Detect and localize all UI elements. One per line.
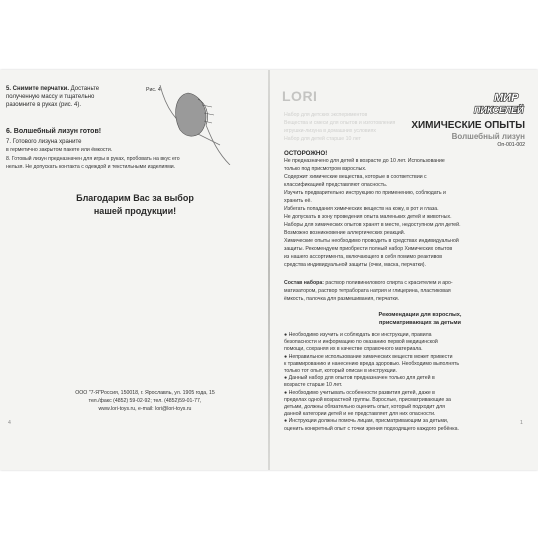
thanks-line-1: нашей продукции! xyxy=(93,206,177,216)
faint-line-3: Набор для детей старше 10 лет xyxy=(284,136,361,142)
rec-title-line-0: Рекомендации для взрослых, xyxy=(378,312,462,318)
rec-list-line: ● Необходимо изучить и соблюдать все инструкции, правила xyxy=(284,332,432,338)
step7-line-0: 7. Готового лизуна храните xyxy=(6,139,82,145)
rec-list-line: пределах одной возрастной группы. Взрослые, присматривающие за xyxy=(284,396,451,403)
composition xyxy=(284,280,453,286)
faint-line-2: игрушки-лизуна в домашних условиях xyxy=(284,128,376,134)
caution-list-line: средства индивидуальной защиты (очки, маска, перчатки). xyxy=(284,262,426,268)
caution-list-line: Не предназначено для детей в возрасте до 10 лет. Использование xyxy=(284,158,445,164)
rec-list-line: безопасности и информацию по оказанию первой медицинской xyxy=(284,339,438,346)
step7-line-1: в герметично закрытом пакете или ёмкости. xyxy=(6,147,113,153)
rec-list-line: к травмированию и нанесению вреда здоровью. Необходимо выполнять xyxy=(284,360,460,367)
rec-list-line: детьми, должны обязательно оценить опыт, который подходит для xyxy=(284,404,445,410)
caution-list-line: только под присмотром взрослых. xyxy=(284,166,367,172)
address-line-1: тел./факс (4852) 59-02-92; тел. (4852)59-01-77, xyxy=(88,398,202,404)
address-line-2: www.lori-toys.ru, e-mail: lori@lori-toys.ru xyxy=(98,406,192,412)
caution-list-line: Не допускать в зону проведения опыта маленьких детей и животных. xyxy=(284,214,452,220)
step6-title: 6. Волшебный лизун готов! xyxy=(6,128,102,135)
caution-list-line: классификацией представляют опасность. xyxy=(284,182,388,188)
composition-title: Состав набора: xyxy=(284,280,324,286)
caution-list-line: Химические опыты необходимо проводить в средствах индивидуальной xyxy=(284,238,459,244)
product-subtitle: Волшебный лизун xyxy=(451,132,525,141)
product-title: ХИМИЧЕСКИЕ ОПЫТЫ xyxy=(411,120,525,131)
caution-list-line: Избегать попадания химических веществ на кожу, в рот и глаза. xyxy=(284,206,439,212)
center-fold xyxy=(268,70,270,470)
rec-title-line-1: присматривающих за детьми xyxy=(379,320,461,326)
right-page-number: 1 xyxy=(520,420,523,426)
composition-line-0: раствор поливинилового спирта с красителем и аро- xyxy=(325,280,453,286)
hand-with-slime-illustration xyxy=(140,85,240,165)
step5-line-1: полученную массу и тщательно xyxy=(6,94,95,100)
step5-title: 5. Снимите перчатки. xyxy=(6,86,69,92)
rec-list-line: ● Неправильное использование химических веществ может привести xyxy=(284,353,453,360)
rec-list-line: помощи, сохраняя их в качестве справочного материала. xyxy=(284,346,423,353)
caution-list-line: Возможно возникновение аллергических реакций. xyxy=(284,230,406,236)
composition-line-1: матизатором, раствор тетрабората натрия и глицерина, пластиковая xyxy=(284,288,451,294)
step8-line-1: нельзя. Не допускать контакта с одеждой и текстильными изделиями. xyxy=(6,164,176,170)
mir-pikseley-logo xyxy=(472,90,532,116)
caution-list-line: хранить её. xyxy=(284,198,312,204)
brand-logo: LORI xyxy=(282,88,318,104)
caution-list-line: из нашего ассортимента, включающего в себя помимо реактивов xyxy=(284,254,443,260)
caution-list-line: Наборы для химических опытов хранят в месте, недоступном для детей. xyxy=(284,222,461,228)
logo-bottom-text: ПИКСЕЛЕЙ xyxy=(474,105,524,115)
rec-list-line: ● Инструкции должны помочь лицам, присматривающим за детьми, xyxy=(284,418,449,425)
caution-list-line: защиты. Рекомендуем приобрести полный набор Химических опытов xyxy=(284,246,453,252)
caution-list-line: Содержит химические вещества, которые в соответствии с xyxy=(284,174,427,180)
caution-title: ОСТОРОЖНО! xyxy=(284,150,328,157)
product-code: Оп-001-002 xyxy=(497,142,525,148)
step5-line-0: Достаньте xyxy=(70,86,100,92)
rec-list-line: ● Данный набор для опытов предназначен только для детей в xyxy=(284,375,435,382)
logo-top-text: МИР xyxy=(494,92,519,104)
step8-line-0: 8. Готовый лизун предназначен для игры в руках, пробовать на вкус его xyxy=(6,156,180,162)
rec-list-line: данной категории детей и не представляет для них опасности. xyxy=(284,411,436,418)
figure-label: Рис. 4 xyxy=(146,87,161,93)
thanks-line-0: Благодарим Вас за выбор xyxy=(76,193,194,203)
address-line-0: ООО "7-Я"Россия, 150018, г. Ярославль, ул. 1905 года, 15 xyxy=(75,390,215,396)
faint-line-0: Набор для детских экспериментов xyxy=(284,112,368,118)
rec-list-line: ● Необходимо учитывать особенности развития детей, даже в xyxy=(284,389,435,396)
step5-line-2: разомните в руках (рис. 4). xyxy=(6,102,82,108)
rec-list-line: возрасте старше 10 лет. xyxy=(284,382,343,389)
rec-list-line: только тот опыт, который описан в инструкции. xyxy=(284,368,397,374)
rec-list-line: оценить конкретный опыт с точки зрения подходящего каждого ребёнка. xyxy=(284,425,459,432)
faint-line-1: Вещества и смеси для опытов и изготовления xyxy=(284,120,396,126)
composition-line-2: ёмкость, палочка для размешивания, перчатки. xyxy=(284,296,400,302)
step5 xyxy=(6,86,99,93)
left-page-number: 4 xyxy=(8,420,11,426)
caution-list-line: Изучить предварительно инструкцию по применению, соблюдать и xyxy=(284,190,446,196)
